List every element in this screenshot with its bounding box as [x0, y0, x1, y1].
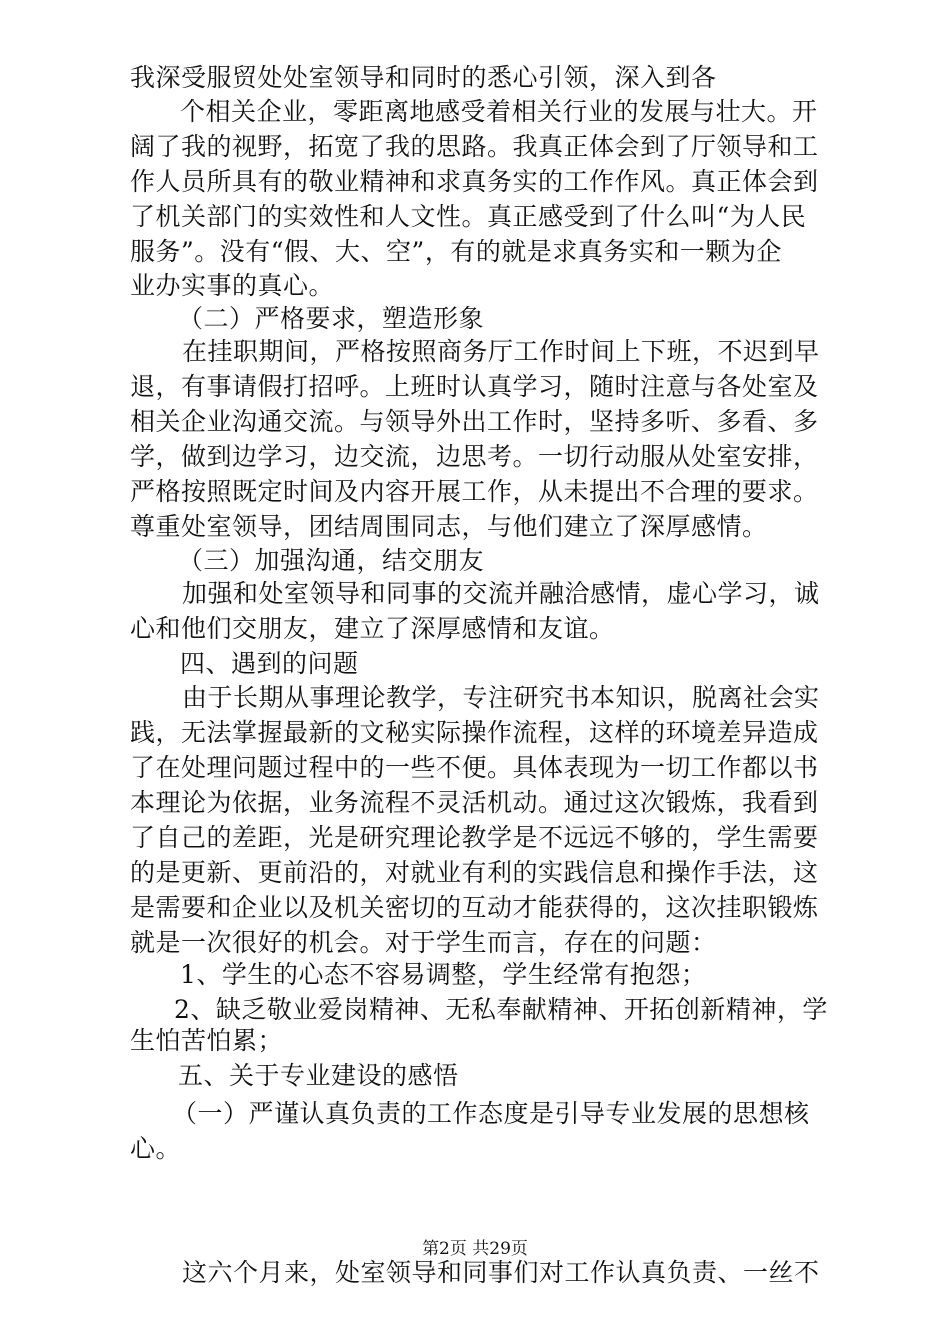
body-line: 的是更新、更前沿的，对就业有利的实践信息和操作手法，这 [130, 858, 819, 887]
list-item: 2、缺乏敬业爱岗精神、无私奉献精神、开拓创新精神，学 [174, 995, 828, 1024]
body-line: 作人员所具有的敬业精神和求真务实的工作作风。真正体会到 [130, 167, 819, 196]
section-heading: （一）严谨认真负责的工作态度是引导专业发展的思想核 [172, 1099, 810, 1128]
body-line: 服务”。没有“假、大、空”，有的就是求真务实和一颗为企 [130, 237, 782, 266]
body-line: 严格按照既定时间及内容开展工作，从未提出不合理的要求。 [130, 477, 819, 506]
section-heading: 五、关于专业建设的感悟 [178, 1061, 459, 1090]
body-line: 退，有事请假打招呼。上班时认真学习，随时注意与各处室及 [130, 372, 819, 401]
body-line: 本理论为依据，业务流程不灵活机动。通过这次锻炼，我看到 [130, 788, 819, 817]
body-line: 生怕苦怕累； [130, 1026, 284, 1055]
body-line: 了自己的差距，光是研究理论教学是不远远不够的，学生需要 [130, 823, 819, 852]
body-line: 阔了我的视野，拓宽了我的思路。我真正体会到了厅领导和工 [130, 132, 819, 161]
body-line: 我深受服贸处处室领导和同时的悉心引领，深入到各 [130, 63, 717, 92]
section-heading: （三）加强沟通，结交朋友 [178, 546, 485, 575]
body-line: 了机关部门的实效性和人文性。真正感受到了什么叫“为人民 [130, 202, 807, 231]
body-line: 尊重处室领导，团结周围同志，与他们建立了深厚感情。 [130, 512, 768, 541]
body-line: 心。 [130, 1134, 182, 1163]
section-heading: （二）严格要求，塑造形象 [178, 304, 485, 333]
body-line: 践，无法掌握最新的文秘实际操作流程，这样的环境差异造成 [130, 718, 819, 747]
body-line: 学，做到边学习，边交流，边思考。一切行动服从处室安排， [130, 442, 819, 471]
page-number: 第2页 共29页 [422, 1239, 528, 1259]
body-line: 加强和处室领导和同事的交流并融洽感情，虚心学习，诚 [182, 579, 820, 608]
body-line: 心和他们交朋友，建立了深厚感情和友谊。 [130, 614, 615, 643]
list-item: 1、学生的心态不容易调整，学生经常有抱怨； [180, 960, 707, 989]
page-footer [0, 1238, 950, 1260]
body-line: 了在处理问题过程中的一些不便。具体表现为一切工作都以书 [130, 753, 819, 782]
body-line: 个相关企业，零距离地感受着相关行业的发展与壮大。开 [180, 97, 818, 126]
body-line: 在挂职期间，严格按照商务厅工作时间上下班，不迟到早 [182, 337, 820, 366]
body-line: 相关企业沟通交流。与领导外出工作时，坚持多听、多看、多 [130, 407, 819, 436]
body-line: 这六个月来，处室领导和同事们对工作认真负责、一丝不 [182, 1258, 820, 1287]
body-line: 业办实事的真心。 [130, 271, 335, 300]
body-line: 由于长期从事理论教学，专注研究书本知识，脱离社会实 [182, 683, 820, 712]
body-line: 是需要和企业以及机关密切的互动才能获得的，这次挂职锻炼 [130, 893, 819, 922]
body-line: 就是一次很好的机会。对于学生而言，存在的问题： [130, 928, 717, 957]
section-heading: 四、遇到的问题 [180, 649, 359, 678]
